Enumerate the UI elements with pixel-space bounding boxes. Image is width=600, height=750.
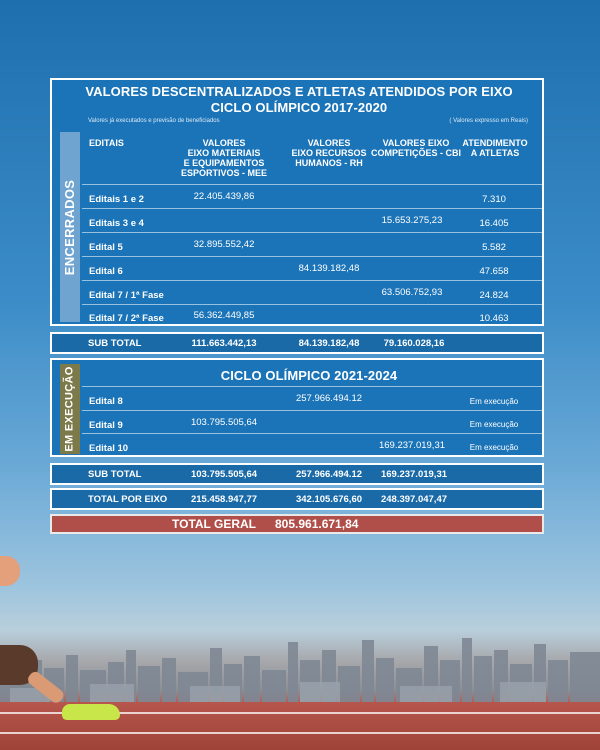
row-label: Edital 10 bbox=[89, 443, 129, 454]
subtotal-rh: 84.139.182,48 bbox=[298, 338, 360, 349]
cell-atletas: 47.658 bbox=[479, 266, 509, 277]
cell-cbi: 169.237.019,31 bbox=[378, 440, 446, 451]
col-header-mee: VALORES EIXO MATERIAIS E EQUIPAMENTOS ESPORTIVOS - MEE bbox=[180, 138, 267, 178]
execucao-table-panel bbox=[50, 358, 544, 457]
col-header-atletas: ATENDIMENTO A ATLETAS bbox=[462, 138, 528, 158]
total-eixo-rh: 342.105.676,60 bbox=[295, 494, 363, 505]
row-label: Edital 7 / 2ª Fase bbox=[89, 313, 164, 324]
subtotal-cbi: 79.160.028,16 bbox=[383, 338, 445, 349]
subtotal-rh: 257.966.494.12 bbox=[295, 469, 363, 480]
col-header-rh: VALORES EIXO RECURSOS HUMANOS - RH bbox=[291, 138, 367, 168]
subtotal-execucao-row bbox=[50, 463, 544, 485]
subtotal-label: SUB TOTAL bbox=[88, 469, 142, 480]
cell-atletas-status: Em execução bbox=[469, 397, 519, 406]
ciclo-2021-title: CICLO OLÍMPICO 2021-2024 bbox=[220, 368, 398, 383]
subtotal-label: SUB TOTAL bbox=[88, 338, 142, 349]
cell-atletas: 10.463 bbox=[479, 313, 509, 324]
cell-atletas: 24.824 bbox=[479, 290, 509, 301]
track-lane-line bbox=[0, 732, 600, 734]
cell-mee: 56.362.449,85 bbox=[193, 310, 255, 321]
subtotal-encerrados-row bbox=[50, 332, 544, 354]
row-divider bbox=[82, 386, 544, 387]
table-title: VALORES DESCENTRALIZADOS E ATLETAS ATENDIDOS POR EIXO bbox=[85, 84, 513, 99]
execucao-label: EM EXECUÇÃO bbox=[64, 366, 77, 452]
cell-atletas-status: Em execução bbox=[469, 443, 519, 452]
row-divider bbox=[82, 184, 544, 185]
total-eixo-mee: 215.458.947,77 bbox=[190, 494, 258, 505]
row-label: Edital 6 bbox=[89, 266, 123, 277]
city-skyline-background bbox=[0, 620, 600, 715]
subtotal-cbi: 169.237.019,31 bbox=[380, 469, 448, 480]
runner-shoe-image bbox=[62, 704, 120, 720]
table-subtitle: CICLO OLÍMPICO 2017-2020 bbox=[210, 100, 388, 115]
row-label: Edital 8 bbox=[89, 396, 123, 407]
cell-mee: 22.405.439,86 bbox=[193, 191, 255, 202]
cell-atletas: 5.582 bbox=[482, 242, 506, 253]
cell-mee: 103.795.505,64 bbox=[190, 417, 258, 428]
row-label: Edital 9 bbox=[89, 420, 123, 431]
total-geral-row bbox=[50, 514, 544, 534]
cell-rh: 84.139.182,48 bbox=[298, 263, 360, 274]
row-divider bbox=[82, 410, 544, 411]
row-divider bbox=[82, 433, 544, 434]
row-divider bbox=[82, 304, 544, 305]
note-left: Valores já executados e previsão de beneficiados bbox=[88, 118, 220, 124]
cell-atletas: 16.405 bbox=[479, 218, 509, 229]
runner-arm-image bbox=[0, 556, 20, 586]
row-divider bbox=[82, 232, 544, 233]
subtotal-mee: 103.795.505,64 bbox=[190, 469, 258, 480]
total-geral-value: 805.961.671,84 bbox=[275, 517, 359, 531]
col-header-editais: EDITAIS bbox=[89, 138, 124, 148]
row-divider bbox=[82, 208, 544, 209]
total-eixo-label: TOTAL POR EIXO bbox=[88, 494, 168, 505]
total-por-eixo-row bbox=[50, 488, 544, 510]
cell-atletas-status: Em execução bbox=[469, 420, 519, 429]
cell-cbi: 15.653.275,23 bbox=[381, 215, 443, 226]
row-label: Editais 3 e 4 bbox=[89, 218, 144, 229]
subtotal-mee: 111.663.442,13 bbox=[191, 338, 257, 349]
cell-rh: 257.966.494.12 bbox=[295, 393, 363, 404]
total-eixo-cbi: 248.397.047,47 bbox=[380, 494, 448, 505]
total-geral-label: TOTAL GERAL bbox=[172, 517, 256, 531]
cell-atletas: 7.310 bbox=[482, 194, 506, 205]
cell-cbi: 63.506.752,93 bbox=[381, 287, 443, 298]
row-label: Editais 1 e 2 bbox=[89, 194, 144, 205]
row-label: Edital 5 bbox=[89, 242, 123, 253]
encerrados-label: ENCERRADOS bbox=[62, 179, 78, 275]
encerrados-side-bar bbox=[60, 132, 80, 322]
row-divider bbox=[82, 280, 544, 281]
col-header-cbi: VALORES EIXO COMPETIÇÕES - CBI bbox=[370, 138, 461, 158]
encerrados-table-panel bbox=[50, 78, 544, 326]
row-divider bbox=[82, 256, 544, 257]
note-right: ( Valores expresso em Reais) bbox=[449, 118, 528, 124]
cell-mee: 32.895.552,42 bbox=[193, 239, 255, 250]
row-label: Edital 7 / 1ª Fase bbox=[89, 290, 164, 301]
